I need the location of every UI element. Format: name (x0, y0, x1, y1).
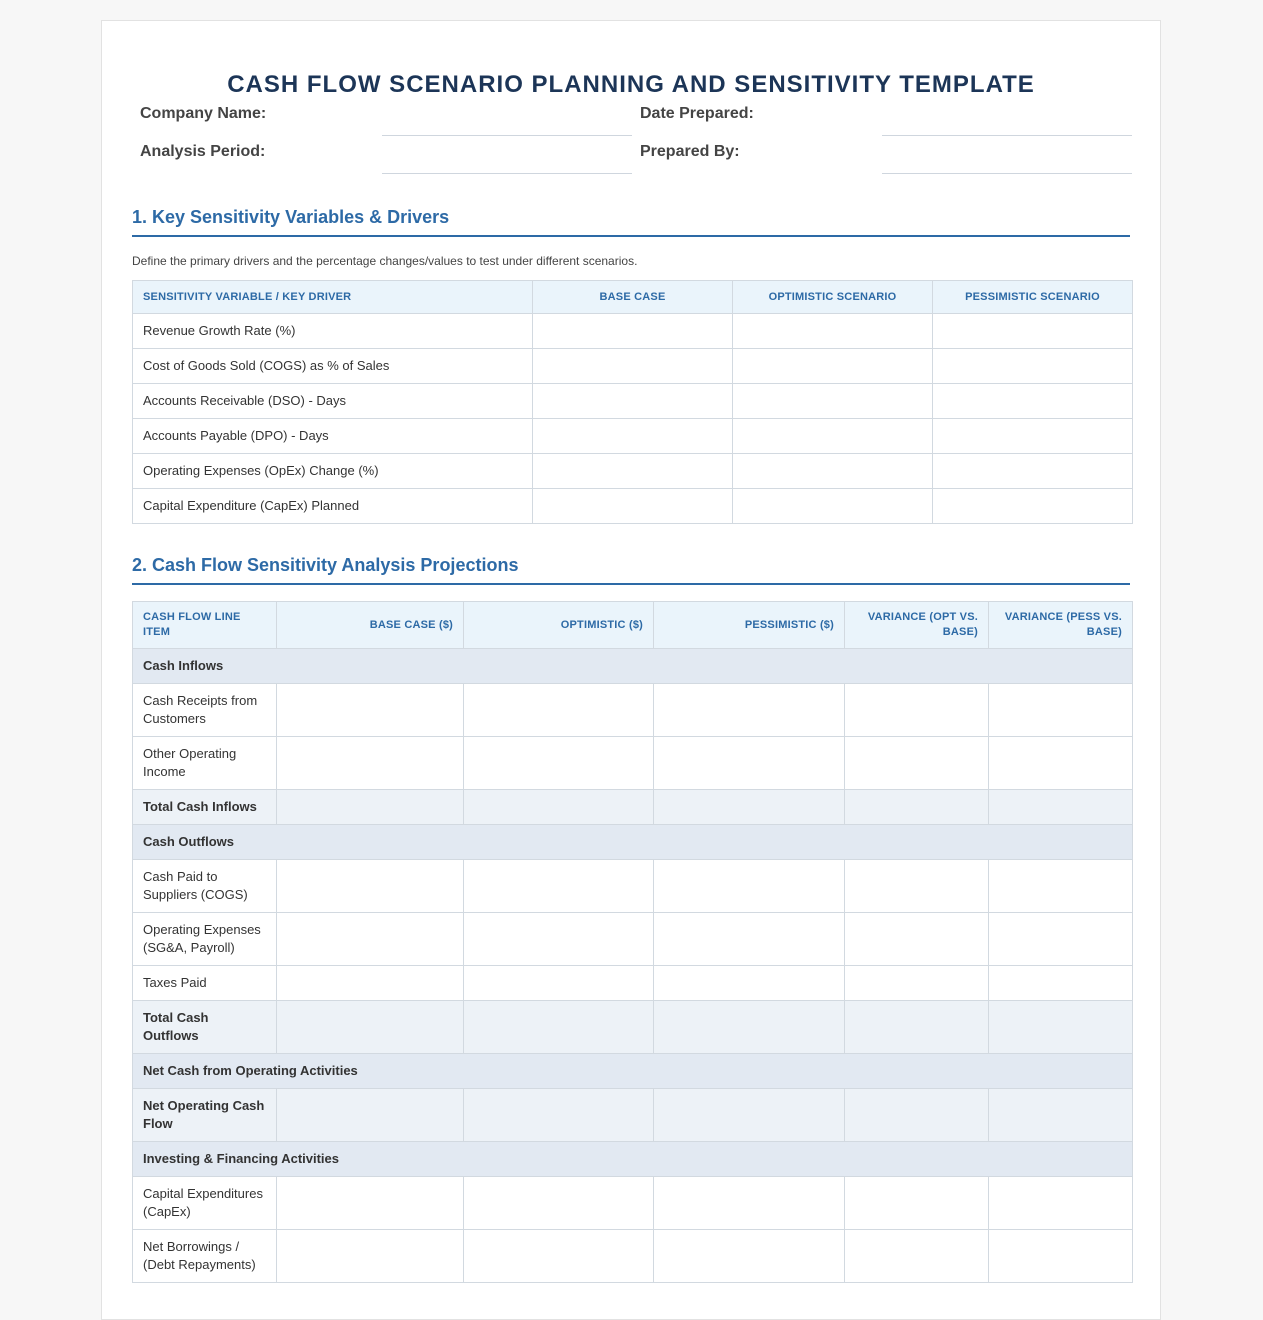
column-header: BASE CASE ($) (277, 602, 464, 649)
column-header: OPTIMISTIC ($) (464, 602, 654, 649)
variance-pess-cell[interactable] (989, 790, 1133, 825)
cash-flow-projections-table (132, 601, 1133, 1283)
table-row (133, 966, 1133, 1001)
optimistic-cell[interactable] (464, 966, 654, 1001)
document-meta (132, 100, 1130, 176)
optimistic-cell[interactable] (464, 790, 654, 825)
pessimistic-cell[interactable] (654, 966, 845, 1001)
section-1-title: 1. Key Sensitivity Variables & Drivers (132, 206, 1130, 237)
group-label: Cash Outflows (133, 825, 1133, 860)
pessimistic-cell[interactable] (654, 790, 845, 825)
table-row (133, 349, 1133, 384)
column-header: CASH FLOW LINE ITEM (133, 602, 277, 649)
variance-pess-cell[interactable] (989, 684, 1133, 737)
group-label: Net Cash from Operating Activities (133, 1054, 1133, 1089)
cash-flow-projections-body (133, 649, 1133, 1283)
pessimistic-cell[interactable] (654, 1230, 845, 1283)
optimistic-cell[interactable] (464, 1001, 654, 1054)
optimistic-cell[interactable] (733, 489, 933, 524)
base-case-cell[interactable] (277, 1177, 464, 1230)
group-header-row (133, 1142, 1133, 1177)
line-item-label: Total Cash Outflows (133, 1001, 277, 1054)
driver-label: Cost of Goods Sold (COGS) as % of Sales (133, 349, 533, 384)
base-case-cell[interactable] (533, 489, 733, 524)
base-case-cell[interactable] (533, 454, 733, 489)
section-2-title: 2. Cash Flow Sensitivity Analysis Projections (132, 554, 1130, 585)
pessimistic-cell[interactable] (654, 1177, 845, 1230)
optimistic-cell[interactable] (464, 737, 654, 790)
optimistic-cell[interactable] (733, 349, 933, 384)
column-header: PESSIMISTIC ($) (654, 602, 845, 649)
pessimistic-cell[interactable] (933, 419, 1133, 454)
group-header-row (133, 825, 1133, 860)
prepared-by-label: Prepared By: (640, 143, 740, 160)
base-case-cell[interactable] (277, 1230, 464, 1283)
total-row (133, 790, 1133, 825)
optimistic-cell[interactable] (464, 1089, 654, 1142)
table-header-row (133, 281, 1133, 314)
document-page (101, 20, 1161, 1320)
base-case-cell[interactable] (277, 790, 464, 825)
base-case-cell[interactable] (277, 860, 464, 913)
pessimistic-cell[interactable] (933, 314, 1133, 349)
analysis-period-label: Analysis Period: (140, 143, 266, 160)
company-name-label: Company Name: (140, 105, 267, 122)
total-row (133, 1001, 1133, 1054)
line-item-label: Capital Expenditures (CapEx) (133, 1177, 277, 1230)
group-header-row (133, 1054, 1133, 1089)
line-item-label: Net Borrowings / (Debt Repayments) (133, 1230, 277, 1283)
prepared-by-field[interactable] (882, 173, 1132, 174)
column-header: VARIANCE (PESS VS. BASE) (989, 602, 1133, 649)
variance-opt-cell[interactable] (845, 1089, 989, 1142)
base-case-cell[interactable] (533, 314, 733, 349)
table-row (133, 1230, 1133, 1283)
table-row (133, 684, 1133, 737)
base-case-cell[interactable] (533, 419, 733, 454)
base-case-cell[interactable] (533, 384, 733, 419)
variance-opt-cell[interactable] (845, 1230, 989, 1283)
section-1-description: Define the primary drivers and the percentage changes/values to test under different scenarios. (132, 254, 638, 268)
date-prepared-field[interactable] (882, 135, 1132, 136)
optimistic-cell[interactable] (464, 1177, 654, 1230)
pessimistic-cell[interactable] (654, 1001, 845, 1054)
optimistic-cell[interactable] (464, 860, 654, 913)
line-item-label: Taxes Paid (133, 966, 277, 1001)
optimistic-cell[interactable] (733, 419, 933, 454)
variance-opt-cell[interactable] (845, 684, 989, 737)
variance-opt-cell[interactable] (845, 913, 989, 966)
base-case-cell[interactable] (277, 737, 464, 790)
line-item-label: Cash Receipts from Customers (133, 684, 277, 737)
variance-opt-cell[interactable] (845, 1001, 989, 1054)
variance-pess-cell[interactable] (989, 1001, 1133, 1054)
variance-pess-cell[interactable] (989, 966, 1133, 1001)
column-header: PESSIMISTIC SCENARIO (933, 281, 1133, 314)
table-row (133, 454, 1133, 489)
column-header: BASE CASE (533, 281, 733, 314)
document-title: CASH FLOW SCENARIO PLANNING AND SENSITIVITY TEMPLATE (227, 71, 1035, 98)
column-header: VARIANCE (OPT VS. BASE) (845, 602, 989, 649)
meta-row (132, 100, 1132, 138)
group-label: Cash Inflows (133, 649, 1133, 684)
pessimistic-cell[interactable] (654, 737, 845, 790)
line-item-label: Total Cash Inflows (133, 790, 277, 825)
variance-pess-cell[interactable] (989, 737, 1133, 790)
driver-label: Revenue Growth Rate (%) (133, 314, 533, 349)
line-item-label: Other Operating Income (133, 737, 277, 790)
variance-pess-cell[interactable] (989, 1230, 1133, 1283)
base-case-cell[interactable] (277, 913, 464, 966)
base-case-cell[interactable] (533, 349, 733, 384)
base-case-cell[interactable] (277, 684, 464, 737)
pessimistic-cell[interactable] (933, 489, 1133, 524)
variance-pess-cell[interactable] (989, 913, 1133, 966)
line-item-label: Net Operating Cash Flow (133, 1089, 277, 1142)
pessimistic-cell[interactable] (933, 384, 1133, 419)
date-prepared-label: Date Prepared: (640, 105, 754, 122)
group-label: Investing & Financing Activities (133, 1142, 1133, 1177)
table-row (133, 737, 1133, 790)
column-header: SENSITIVITY VARIABLE / KEY DRIVER (133, 281, 533, 314)
table-row (133, 314, 1133, 349)
pessimistic-cell[interactable] (654, 913, 845, 966)
line-item-label: Operating Expenses (SG&A, Payroll) (133, 913, 277, 966)
group-header-row (133, 649, 1133, 684)
column-header: OPTIMISTIC SCENARIO (733, 281, 933, 314)
line-item-label: Cash Paid to Suppliers (COGS) (133, 860, 277, 913)
base-case-cell[interactable] (277, 966, 464, 1001)
optimistic-cell[interactable] (733, 454, 933, 489)
pessimistic-cell[interactable] (654, 1089, 845, 1142)
variance-pess-cell[interactable] (989, 1177, 1133, 1230)
variance-opt-cell[interactable] (845, 737, 989, 790)
variance-pess-cell[interactable] (989, 860, 1133, 913)
base-case-cell[interactable] (277, 1001, 464, 1054)
optimistic-cell[interactable] (464, 684, 654, 737)
table-header-row (133, 602, 1133, 649)
pessimistic-cell[interactable] (933, 454, 1133, 489)
optimistic-cell[interactable] (733, 314, 933, 349)
driver-label: Accounts Receivable (DSO) - Days (133, 384, 533, 419)
pessimistic-cell[interactable] (654, 684, 845, 737)
table-row (133, 913, 1133, 966)
driver-label: Capital Expenditure (CapEx) Planned (133, 489, 533, 524)
pessimistic-cell[interactable] (933, 349, 1133, 384)
table-row (133, 384, 1133, 419)
driver-label: Operating Expenses (OpEx) Change (%) (133, 454, 533, 489)
sensitivity-variables-body (133, 314, 1133, 524)
variance-opt-cell[interactable] (845, 966, 989, 1001)
table-row (133, 860, 1133, 913)
optimistic-cell[interactable] (464, 913, 654, 966)
driver-label: Accounts Payable (DPO) - Days (133, 419, 533, 454)
table-row (133, 1177, 1133, 1230)
table-row (133, 419, 1133, 454)
optimistic-cell[interactable] (733, 384, 933, 419)
company-name-field[interactable] (382, 135, 632, 136)
pessimistic-cell[interactable] (654, 860, 845, 913)
variance-pess-cell[interactable] (989, 1089, 1133, 1142)
analysis-period-field[interactable] (382, 173, 632, 174)
variance-opt-cell[interactable] (845, 1177, 989, 1230)
variance-opt-cell[interactable] (845, 790, 989, 825)
meta-row (132, 138, 1132, 176)
total-row (133, 1089, 1133, 1142)
sensitivity-variables-table (132, 280, 1133, 524)
variance-opt-cell[interactable] (845, 860, 989, 913)
table-row (133, 489, 1133, 524)
base-case-cell[interactable] (277, 1089, 464, 1142)
optimistic-cell[interactable] (464, 1230, 654, 1283)
